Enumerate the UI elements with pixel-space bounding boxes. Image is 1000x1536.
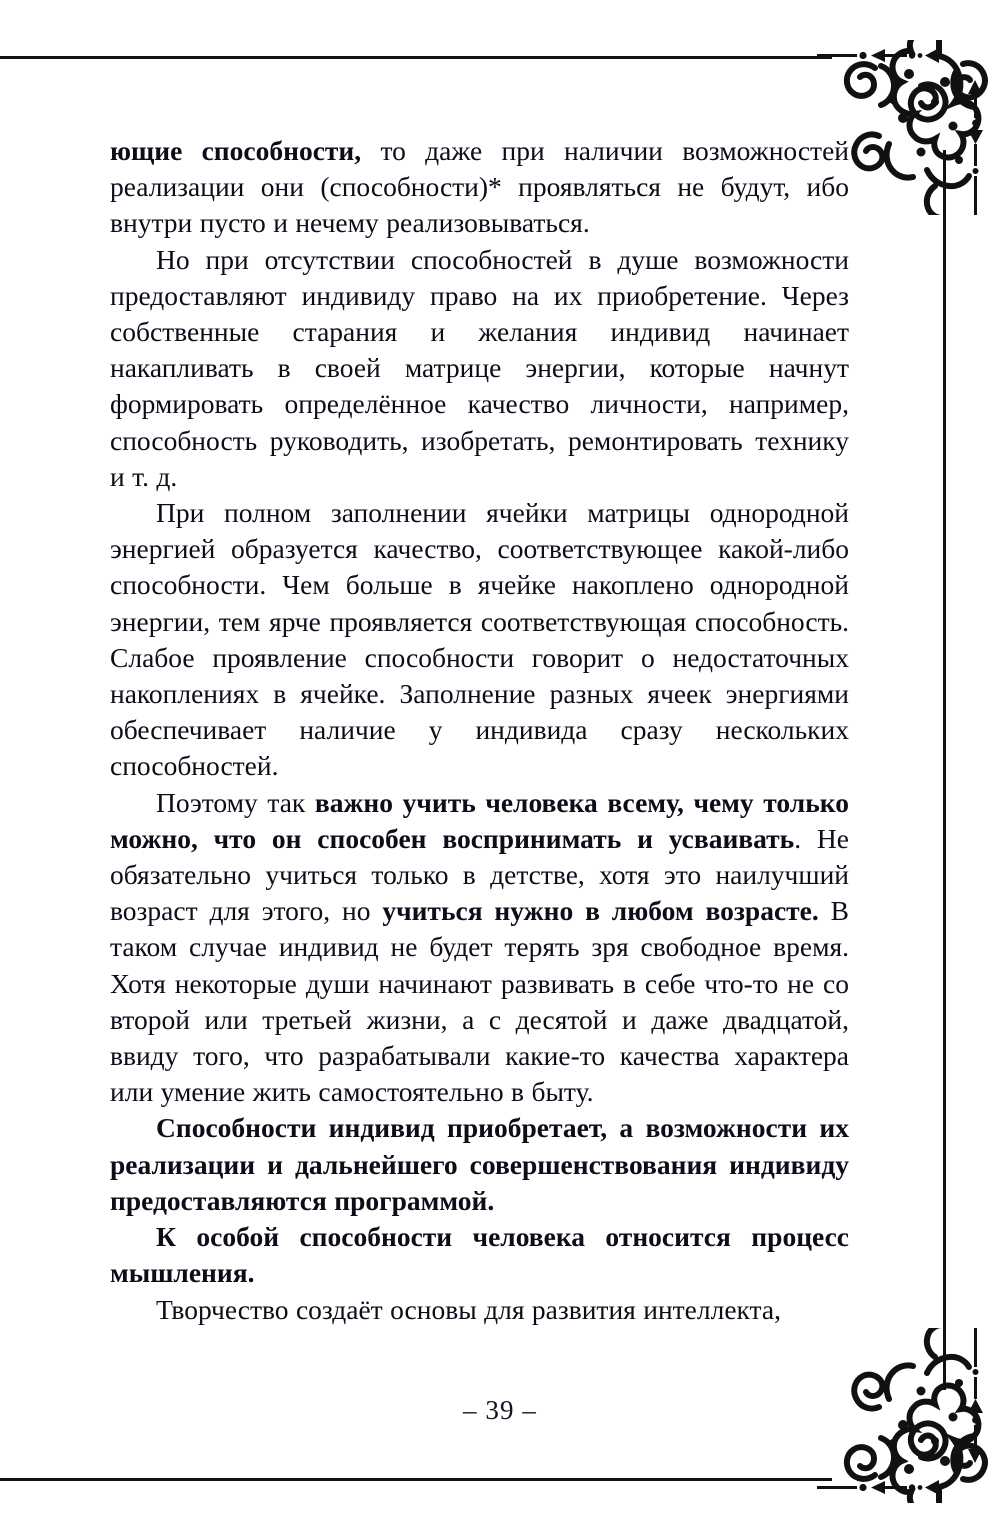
paragraph-p6: К особой способности человека относится процесс мышления. [110, 1221, 849, 1289]
bottom-border-rule [0, 1478, 832, 1481]
right-border-rule [943, 150, 946, 1390]
page-text-column [110, 133, 849, 1328]
page-number: – 39 – [463, 1395, 537, 1425]
paragraph-p2: Но при отсутствии способностей в душе возможности предоставляют индивиду право на их приобретение. Через собственные старания и желания индивид начинает накапливать в своей матрице энергии, которые начнут формировать определённое качество личности, например, способность руководить, изобретать, ремонтировать технику и т. д. [110, 243, 849, 492]
paragraph-p5: Способности индивид приобретает, а возможности их реализации и дальнейшего совершенствования индивиду предоставляются программой. [110, 1112, 849, 1216]
paragraph-p4: Поэтому так важно учить человека всему, чему только можно, что он способен воспринимать и усваивать. Не обязательно учиться только в детстве, хотя это наилучший возраст для этого, но учиться нужно в любом возрасте. В таком случае индивид не будет терять зря свободное время. Хотя некоторые души начинают развивать в себе что-то не со второй или третьей жизни, а с десятой и даже двадцатой, ввиду того, что разрабатывали какие-то качества характера или умение жить самостоятельно в быту. [110, 786, 849, 1108]
paragraph-p1: ющие способности, то даже при наличии возможностей реализации они (способности)* проявляться не будут, ибо внутри пусто и нечему реализовываться. [110, 135, 849, 239]
emphasis-run: ющие способности, [110, 135, 362, 166]
emphasis-run: учиться нужно в любом возрасте. [382, 895, 819, 927]
top-border-rule [0, 56, 832, 59]
paragraph-p7: Творчество создаёт основы для развития интеллекта, [156, 1293, 781, 1325]
emphasis-run: важно учить человека всему, чему только можно, что он способен воспринимать и усваивать [110, 786, 849, 854]
paragraph-p3: При полном заполнении ячейки матрицы однородной энергией образуется качество, соответствующее какой-либо способности. Чем больше в ячейке накоплено однородной энергии, тем ярче проявляется соответствующая способность. Слабое проявление способности говорит о недостаточных накоплениях в ячейке. Заполнение разных ячеек энергиями обеспечивает наличие у индивида сразу нескольких способностей. [110, 497, 849, 782]
